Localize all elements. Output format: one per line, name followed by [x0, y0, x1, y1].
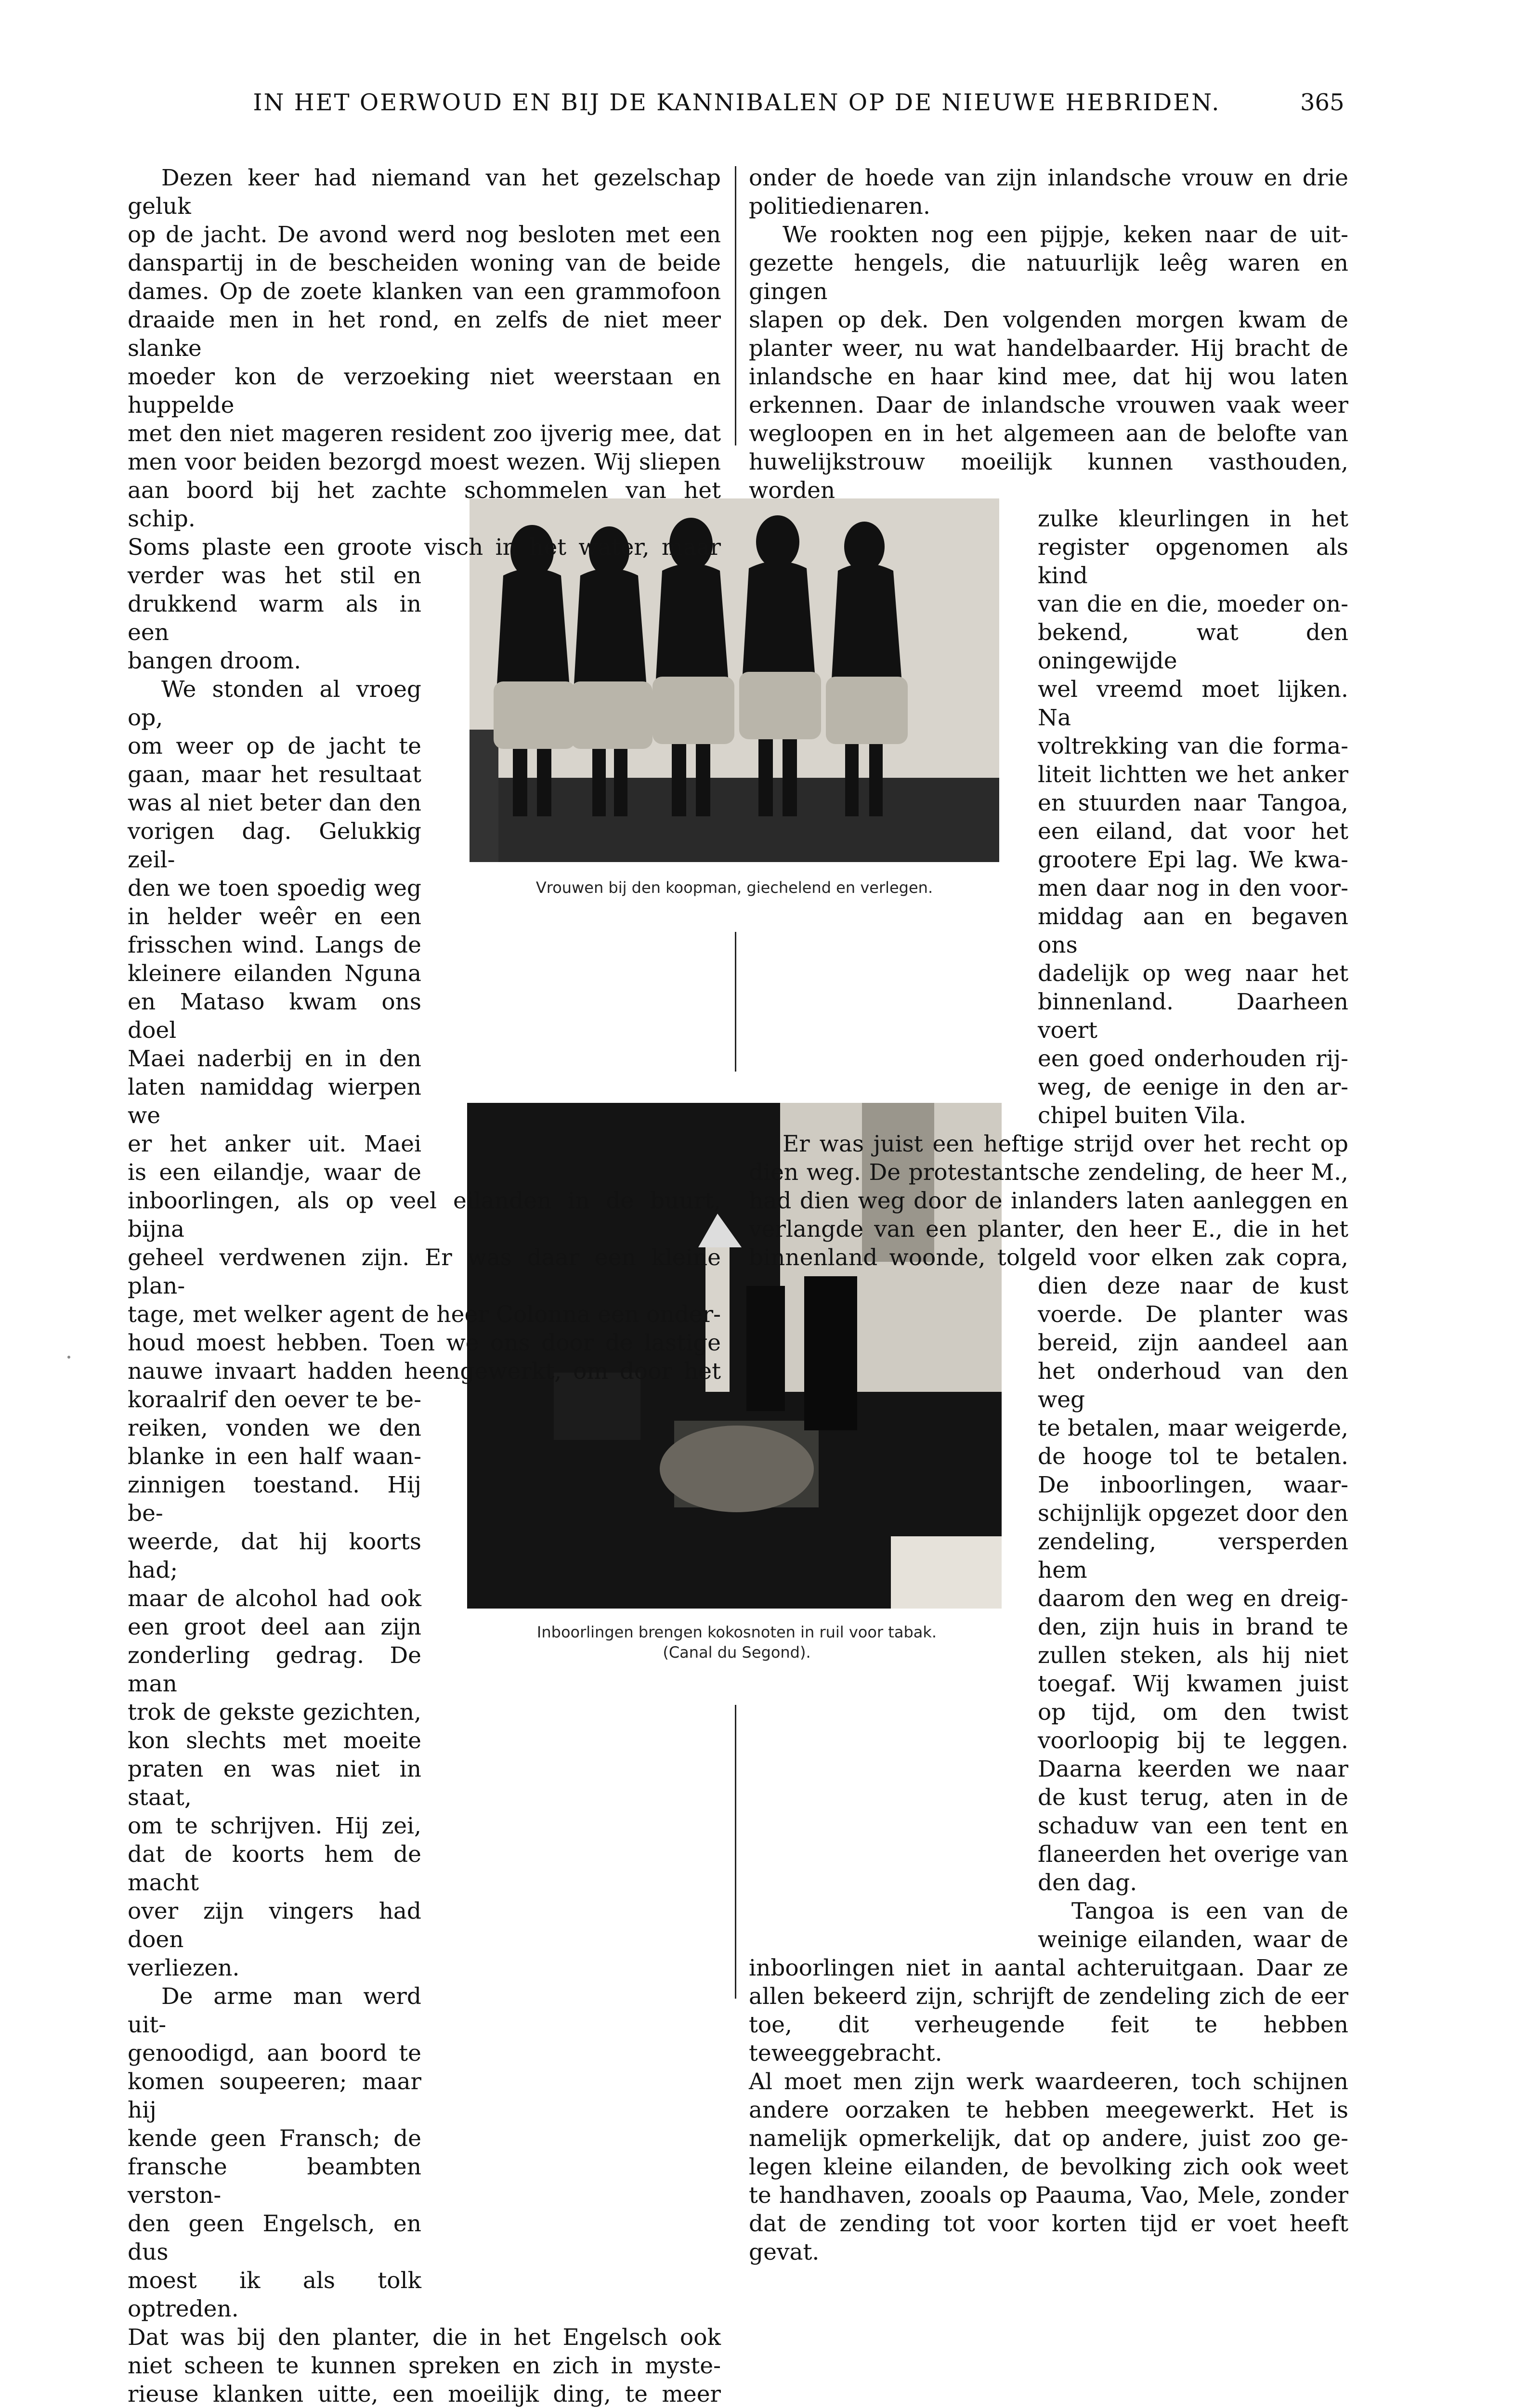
left-line: is een eilandje, waar de — [128, 1159, 421, 1186]
page-number: 365 — [1300, 89, 1344, 116]
right-line: bekend, wat den oningewijde — [1038, 619, 1348, 674]
right-line: Daarna keerden we naar — [1038, 1756, 1348, 1782]
right-line: huwelijkstrouw moeilijk kunnen vasthouden, worden — [749, 449, 1348, 504]
left-line: moeder kon de verzoeking niet weerstaan en huppelde — [128, 364, 721, 419]
left-line: weerde, dat hij koorts had; — [128, 1529, 421, 1584]
right-line: liteit lichtten we het anker — [1038, 761, 1348, 788]
left-line: blanke in een half waan- — [128, 1443, 421, 1470]
left-line: moest ik als tolk optreden. — [128, 2267, 421, 2322]
right-line: verlangde van een planter, den heer E., die in het — [749, 1216, 1348, 1243]
left-line: bangen droom. — [128, 648, 301, 674]
right-column — [749, 164, 1348, 2266]
right-line: een goed onderhouden rij- — [1038, 1046, 1348, 1072]
right-line: grootere Epi lag. We kwa- — [1038, 847, 1348, 873]
right-line: te betalen, maar weigerde, — [1038, 1415, 1348, 1441]
left-line: komen soupeeren; maar hij — [128, 2068, 421, 2123]
left-line: over zijn vingers had doen — [128, 1898, 421, 1953]
figure-caption-2-line1: Inboorlingen brengen kokosnoten in ruil voor tabak. — [536, 1623, 937, 1641]
left-line: gaan, maar het resultaat — [128, 761, 421, 788]
right-line: andere oorzaken te hebben meegewerkt. Het is — [749, 2097, 1348, 2123]
left-line: om te schrijven. Hij zei, — [128, 1813, 421, 1839]
left-line: houd moest hebben. Toen we ons door de lastige — [128, 1330, 721, 1356]
right-line: had dien weg door de inlanders laten aanleggen en — [749, 1188, 1348, 1214]
right-line: op tijd, om den twist — [1038, 1699, 1348, 1726]
right-line: voerde. De planter was — [1038, 1301, 1348, 1328]
column-rule-middle — [735, 932, 736, 1072]
right-line: wel vreemd moet lijken. Na — [1038, 676, 1348, 731]
right-line: onder de hoede van zijn inlandsche vrouw en drie — [749, 165, 1348, 191]
right-line: te handhaven, zooals op Paauma, Vao, Mele, zonder — [749, 2182, 1348, 2209]
page-speck — [67, 1356, 70, 1359]
right-line: register opgenomen als kind — [1038, 534, 1348, 589]
right-line: den dag. — [1038, 1870, 1137, 1896]
left-line: op de jacht. De avond werd nog besloten met een — [128, 222, 721, 248]
left-line: Soms plaste een groote visch in het water, maar — [128, 534, 721, 561]
right-line: schaduw van een tent en — [1038, 1813, 1348, 1839]
left-line: reiken, vonden we den — [128, 1415, 421, 1441]
right-line: zendeling, versperden hem — [1038, 1529, 1348, 1584]
right-line: voltrekking van die forma- — [1038, 733, 1348, 759]
right-line: weinige eilanden, waar de — [1038, 1926, 1348, 1953]
right-line: dien deze naar de kust — [1038, 1273, 1348, 1299]
left-column — [128, 164, 721, 2408]
right-line: zullen steken, als hij niet — [1038, 1642, 1348, 1669]
left-line: zinnigen toestand. Hij be- — [128, 1472, 421, 1527]
right-line: dat de zending tot voor korten tijd er voet heeft — [749, 2211, 1348, 2237]
right-line: van die en die, moeder on- — [1038, 591, 1348, 617]
left-line: Dat was bij den planter, die in het Engelsch ook — [128, 2324, 721, 2351]
left-line: men voor beiden bezorgd moest wezen. Wij sliepen — [128, 449, 721, 475]
left-line: verliezen. — [128, 1955, 240, 1981]
right-line: Al moet men zijn werk waardeeren, toch schijnen — [749, 2068, 1348, 2095]
left-line: dames. Op de zoete klanken van een grammofoon — [128, 278, 721, 305]
left-line: laten namiddag wierpen we — [128, 1074, 421, 1129]
right-line: zulke kleurlingen in het — [1038, 506, 1348, 532]
left-line: nauwe invaart hadden heengewerkt, om door het — [128, 1358, 721, 1385]
right-line: schijnlijk opgezet door den — [1038, 1500, 1348, 1527]
left-line: aan boord bij het zachte schommelen van het schip. — [128, 477, 721, 532]
left-line: De arme man werd uit- — [128, 1983, 421, 2038]
right-line: den, zijn huis in brand te — [1038, 1614, 1348, 1640]
left-line: rieuse klanken uitte, een moeilijk ding, te meer — [128, 2381, 721, 2408]
right-line: gevat. — [749, 2239, 820, 2265]
left-line: draaide men in het rond, en zelfs de niet meer slanke — [128, 307, 721, 362]
left-line: zonderling gedrag. De man — [128, 1642, 421, 1697]
right-line: allen bekeerd zijn, schrijft de zendeling zich de eer — [749, 1983, 1348, 2010]
running-header: IN HET OERWOUD EN BIJ DE KANNIBALEN OP DE NIEUWE HEBRIDEN. — [253, 89, 1221, 116]
right-line: binnenland. Daarheen voert — [1038, 989, 1348, 1044]
left-line: genoodigd, aan boord te — [128, 2040, 421, 2067]
right-line: We rookten nog een pijpje, keken naar de uit- — [783, 222, 1348, 248]
left-line: frisschen wind. Langs de — [128, 932, 421, 958]
left-line: danspartij in de bescheiden woning van de beide — [128, 250, 721, 276]
right-line: toe, dit verheugende feit te hebben teweeggebracht. — [749, 2012, 1348, 2067]
left-line: en Mataso kwam ons doel — [128, 989, 421, 1044]
right-line: De inboorlingen, waar- — [1038, 1472, 1348, 1498]
left-line: maar de alcohol had ook — [128, 1585, 421, 1612]
figure-caption-2-line2: (Canal du Segond). — [663, 1643, 811, 1662]
right-line: planter weer, nu wat handelbaarder. Hij bracht de — [749, 335, 1348, 362]
left-line: met den niet mageren resident zoo ijverig mee, dat — [128, 420, 721, 447]
right-line: slapen op dek. Den volgenden morgen kwam de — [749, 307, 1348, 333]
left-line: den we toen spoedig weg — [128, 875, 421, 902]
left-line: praten en was niet in staat, — [128, 1756, 421, 1811]
right-line: dadelijk op weg naar het — [1038, 960, 1348, 987]
left-line: drukkend warm als in een — [128, 591, 421, 646]
figure-caption-1: Vrouwen bij den koopman, giechelend en verlegen. — [535, 878, 933, 897]
right-line: de hooge tol te betalen. — [1038, 1443, 1348, 1470]
right-line: binnenland woonde, tolgeld voor elken zak copra, — [749, 1244, 1348, 1271]
left-line: fransche beambten verston- — [128, 2154, 421, 2209]
left-line: trok de gekste gezichten, — [128, 1699, 421, 1726]
right-line: chipel buiten Vila. — [1038, 1102, 1246, 1129]
left-line: Maei naderbij en in den — [128, 1046, 421, 1072]
right-line: Er was juist een heftige strijd over het recht op — [783, 1131, 1348, 1157]
right-line: inboorlingen niet in aantal achteruitgaan. Daar ze — [749, 1955, 1348, 1981]
left-line: den geen Engelsch, en dus — [128, 2211, 421, 2265]
right-line: middag aan en begaven ons — [1038, 903, 1348, 958]
right-line: de kust terug, aten in de — [1038, 1784, 1348, 1811]
right-line: politiedienaren. — [749, 193, 930, 220]
left-line: was al niet beter dan den — [128, 790, 421, 816]
right-line: en stuurden naar Tangoa, — [1038, 790, 1348, 816]
left-line: vorigen dag. Gelukkig zeil- — [128, 818, 421, 873]
left-line: in helder weêr en een — [128, 903, 421, 930]
right-line: erkennen. Daar de inlandsche vrouwen vaak weer — [749, 392, 1348, 419]
right-line: weg, de eenige in den ar- — [1038, 1074, 1348, 1100]
right-line: een eiland, dat voor het — [1038, 818, 1348, 845]
left-line: Dezen keer had niemand van het gezelschap geluk — [128, 165, 721, 220]
right-line: Tangoa is een van de — [1071, 1898, 1348, 1924]
left-line: verder was het stil en — [128, 563, 421, 589]
right-line: namelijk opmerkelijk, dat op andere, juist zoo ge- — [749, 2125, 1348, 2152]
left-line: tage, met welker agent de heer Colonna een onder- — [128, 1301, 721, 1328]
column-rule-top — [735, 166, 736, 445]
left-line: inboorlingen, als op veel eilanden in de buurt, bijna — [128, 1188, 721, 1243]
left-line: dat de koorts hem de macht — [128, 1841, 421, 1896]
right-line: wegloopen en in het algemeen aan de belofte van — [749, 420, 1348, 447]
left-line: om weer op de jacht te — [128, 733, 421, 759]
right-line: legen kleine eilanden, de bevolking zich ook weet — [749, 2154, 1348, 2180]
column-rule-bottom — [735, 1705, 736, 1999]
right-line: flaneerden het overige van — [1038, 1841, 1348, 1868]
left-line: niet scheen te kunnen spreken en zich in myste- — [128, 2353, 721, 2379]
right-line: dien weg. De protestantsche zendeling, de heer M., — [749, 1159, 1348, 1186]
right-line: daarom den weg en dreig- — [1038, 1585, 1348, 1612]
left-line: kon slechts met moeite — [128, 1727, 421, 1754]
left-line: kleinere eilanden Nguna — [128, 960, 421, 987]
right-line: inlandsche en haar kind mee, dat hij wou laten — [749, 364, 1348, 390]
right-line: bereid, zijn aandeel aan — [1038, 1330, 1348, 1356]
right-line: gezette hengels, die natuurlijk leêg waren en gingen — [749, 250, 1348, 305]
left-line: kende geen Fransch; de — [128, 2125, 421, 2152]
right-line: het onderhoud van den weg — [1038, 1358, 1348, 1413]
left-line: een groot deel aan zijn — [128, 1614, 421, 1640]
left-line: We stonden al vroeg op, — [128, 676, 421, 731]
left-line: geheel verdwenen zijn. Er was daar een kleine plan- — [128, 1244, 721, 1299]
right-line: voorloopig bij te leggen. — [1038, 1727, 1348, 1754]
right-line: toegaf. Wij kwamen juist — [1038, 1671, 1348, 1697]
right-line: men daar nog in den voor- — [1038, 875, 1348, 902]
left-line: koraalrif den oever te be- — [128, 1387, 421, 1413]
left-line: er het anker uit. Maei — [128, 1131, 421, 1157]
